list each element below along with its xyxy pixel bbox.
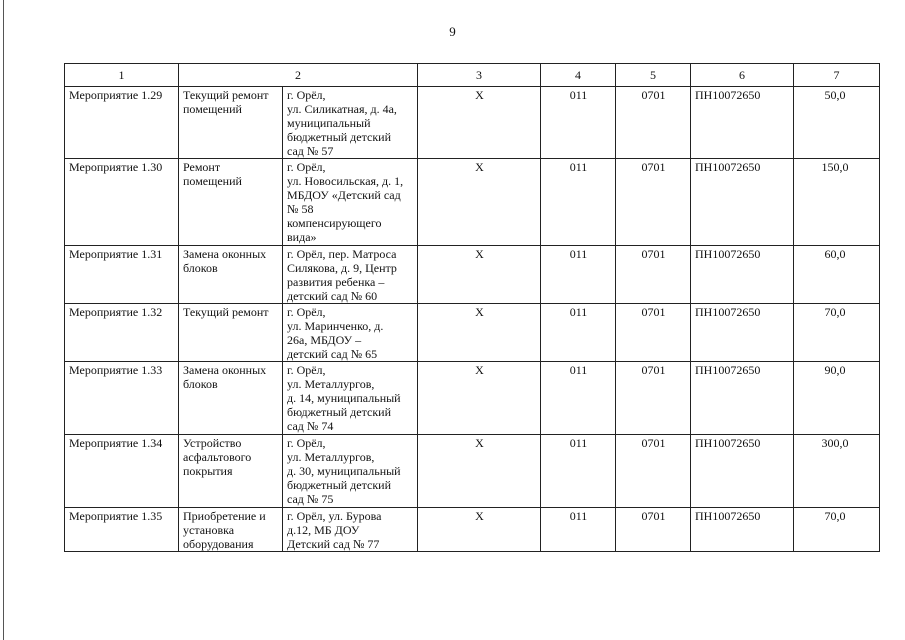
- col3-cell: Х: [418, 246, 541, 304]
- header-col-4: 4: [541, 64, 616, 87]
- code-cell: ПН10072650: [691, 508, 794, 552]
- code-cell: ПН10072650: [691, 304, 794, 362]
- table-row: [65, 304, 880, 362]
- col4-cell: 011: [541, 304, 616, 362]
- col5-cell: 0701: [616, 362, 691, 435]
- col5-cell: 0701: [616, 159, 691, 246]
- work-type-cell: Замена оконных блоков: [179, 362, 283, 435]
- col3-cell: Х: [418, 362, 541, 435]
- table-row: [65, 87, 880, 159]
- page-edge-line: [3, 0, 4, 640]
- col5-cell: 0701: [616, 508, 691, 552]
- table-row: [65, 435, 880, 508]
- amount-cell: 300,0: [794, 435, 880, 508]
- event-cell: Мероприятие 1.29: [65, 87, 179, 159]
- table-row: [65, 246, 880, 304]
- page-number: 9: [449, 24, 456, 39]
- table-row: [65, 362, 880, 435]
- header-col-1: 1: [65, 64, 179, 87]
- address-cell: г. Орёл, ул. Металлургов, д. 14, муниципальный бюджетный детский сад № 74: [283, 362, 418, 435]
- header-col-7: 7: [794, 64, 880, 87]
- address-cell: г. Орёл, ул. Силикатная, д. 4а, муниципальный бюджетный детский сад № 57: [283, 87, 418, 159]
- amount-cell: 90,0: [794, 362, 880, 435]
- col4-cell: 011: [541, 87, 616, 159]
- event-cell: Мероприятие 1.34: [65, 435, 179, 508]
- code-cell: ПН10072650: [691, 246, 794, 304]
- col4-cell: 011: [541, 159, 616, 246]
- col5-cell: 0701: [616, 435, 691, 508]
- col5-cell: 0701: [616, 304, 691, 362]
- events-table: [64, 63, 880, 552]
- code-cell: ПН10072650: [691, 435, 794, 508]
- header-col-5: 5: [616, 64, 691, 87]
- address-cell: г. Орёл, пер. Матроса Силякова, д. 9, Центр развития ребенка – детский сад № 60: [283, 246, 418, 304]
- code-cell: ПН10072650: [691, 362, 794, 435]
- col5-cell: 0701: [616, 87, 691, 159]
- work-type-cell: Текущий ремонт: [179, 304, 283, 362]
- col3-cell: Х: [418, 159, 541, 246]
- header-col-2: 2: [179, 64, 418, 87]
- work-type-cell: Замена оконных блоков: [179, 246, 283, 304]
- address-cell: г. Орёл, ул. Бурова д.12, МБ ДОУ Детский сад № 77: [283, 508, 418, 552]
- work-type-cell: Ремонт помещений: [179, 159, 283, 246]
- col3-cell: Х: [418, 508, 541, 552]
- amount-cell: 150,0: [794, 159, 880, 246]
- header-row: [65, 64, 880, 87]
- event-cell: Мероприятие 1.33: [65, 362, 179, 435]
- event-cell: Мероприятие 1.31: [65, 246, 179, 304]
- col4-cell: 011: [541, 435, 616, 508]
- col4-cell: 011: [541, 246, 616, 304]
- table-row: [65, 159, 880, 246]
- code-cell: ПН10072650: [691, 87, 794, 159]
- address-cell: г. Орёл, ул. Металлургов, д. 30, муниципальный бюджетный детский сад № 75: [283, 435, 418, 508]
- address-cell: г. Орёл, ул. Новосильская, д. 1, МБДОУ «Детский сад № 58 компенсирующего вида»: [283, 159, 418, 246]
- work-type-cell: Приобретение и установка оборудования: [179, 508, 283, 552]
- col3-cell: Х: [418, 435, 541, 508]
- code-cell: ПН10072650: [691, 159, 794, 246]
- col3-cell: Х: [418, 304, 541, 362]
- amount-cell: 70,0: [794, 304, 880, 362]
- header-col-3: 3: [418, 64, 541, 87]
- address-cell: г. Орёл, ул. Маринченко, д. 26а, МБДОУ – детский сад № 65: [283, 304, 418, 362]
- col5-cell: 0701: [616, 246, 691, 304]
- table-row: [65, 508, 880, 552]
- amount-cell: 50,0: [794, 87, 880, 159]
- col4-cell: 011: [541, 362, 616, 435]
- header-col-6: 6: [691, 64, 794, 87]
- work-type-cell: Текущий ремонт помещений: [179, 87, 283, 159]
- event-cell: Мероприятие 1.35: [65, 508, 179, 552]
- event-cell: Мероприятие 1.32: [65, 304, 179, 362]
- work-type-cell: Устройство асфальтового покрытия: [179, 435, 283, 508]
- col3-cell: Х: [418, 87, 541, 159]
- amount-cell: 60,0: [794, 246, 880, 304]
- amount-cell: 70,0: [794, 508, 880, 552]
- event-cell: Мероприятие 1.30: [65, 159, 179, 246]
- col4-cell: 011: [541, 508, 616, 552]
